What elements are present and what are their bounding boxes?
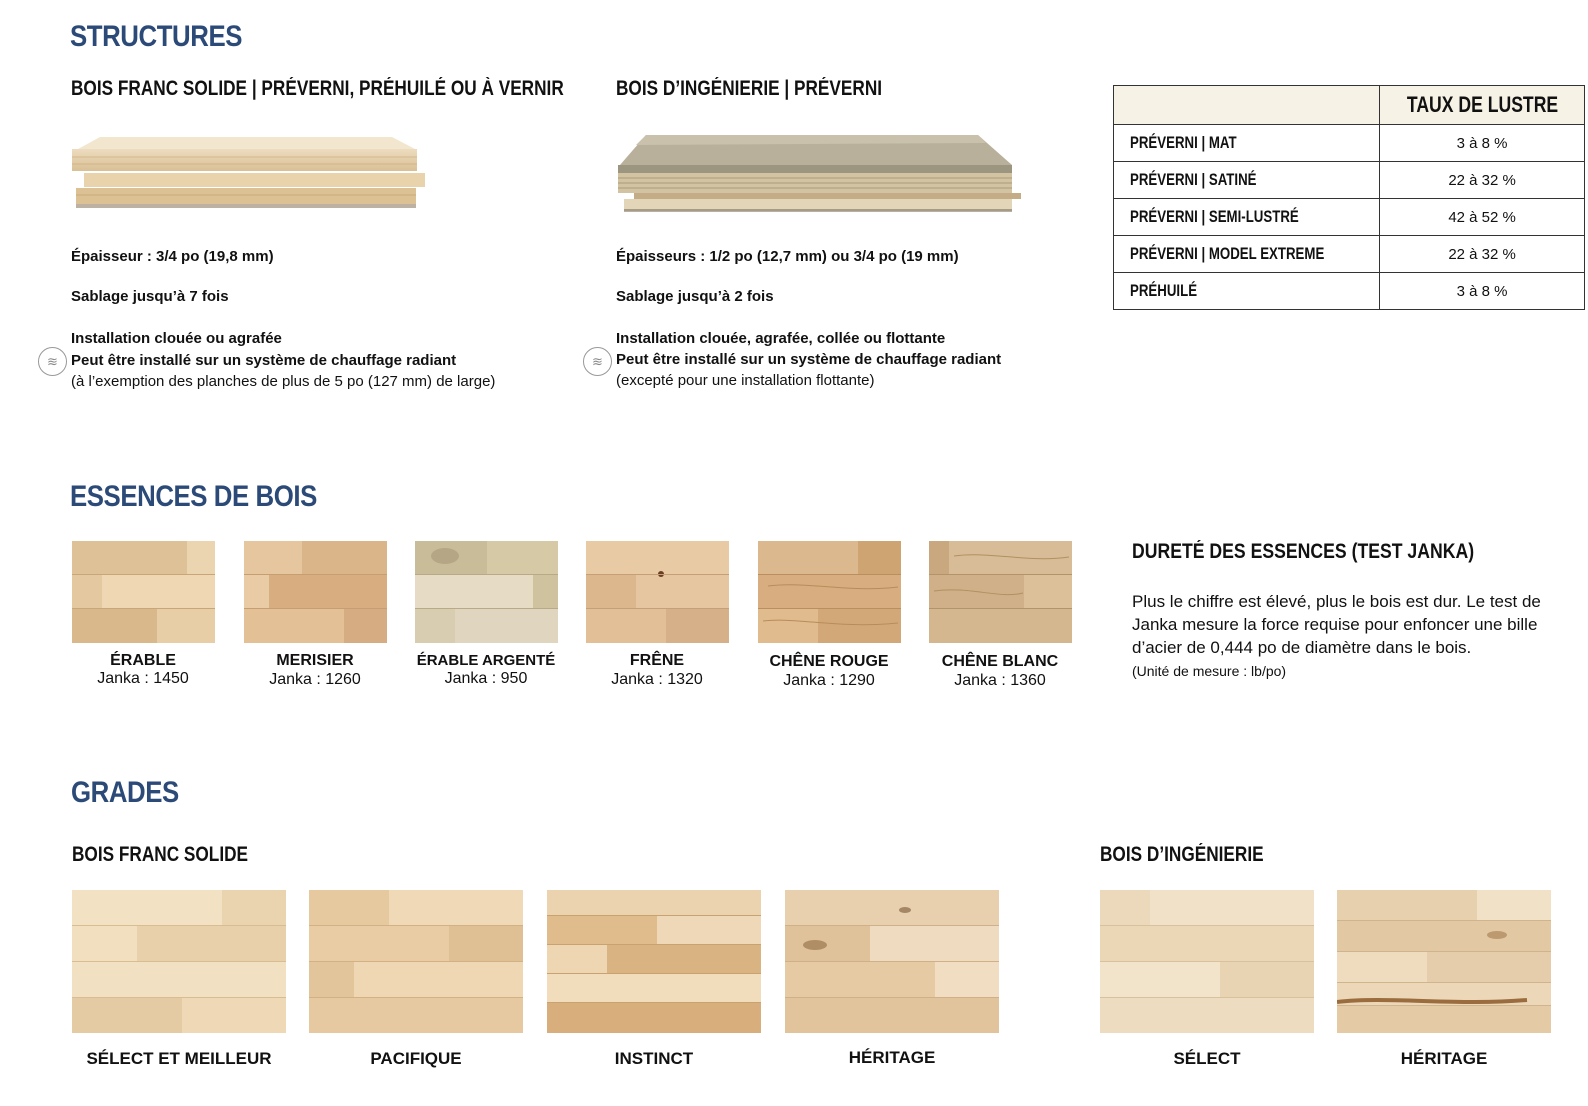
grade-image-heritage xyxy=(785,890,999,1033)
lustre-row xyxy=(1114,125,1585,162)
lustre-value: 22 à 32 % xyxy=(1380,236,1585,273)
lustre-table xyxy=(1113,85,1585,310)
solid-radiant: Peut être installé sur un système de chauffage radiant xyxy=(71,352,457,369)
solid-plank-illustration xyxy=(70,135,425,217)
lustre-label: PRÉVERNI | SATINÉ xyxy=(1114,162,1380,199)
species-janka: Janka : 1290 xyxy=(783,672,875,689)
engineered-radiant-note: (excepté pour une installation flottante) xyxy=(616,372,875,389)
lustre-row xyxy=(1114,273,1585,310)
species-name: ÉRABLE xyxy=(110,652,176,669)
engineered-sanding: Sablage jusqu’à 2 fois xyxy=(616,288,774,305)
species-name: CHÊNE ROUGE xyxy=(769,653,889,670)
species-title: ESSENCES DE BOIS xyxy=(70,480,317,513)
species-name: FRÊNE xyxy=(629,652,685,669)
solid-thickness: Épaisseur : 3/4 po (19,8 mm) xyxy=(71,248,274,265)
grade-label: PACIFIQUE xyxy=(370,1049,462,1068)
species-swatch-chene-rouge xyxy=(758,541,901,643)
grades-title: GRADES xyxy=(71,776,179,809)
species-janka: Janka : 1260 xyxy=(269,671,361,688)
janka-unit: (Unité de mesure : lb/po) xyxy=(1132,663,1287,679)
engineered-install: Installation clouée, agrafée, collée ou flottante xyxy=(616,330,946,347)
engineered-wood-title: BOIS D’INGÉNIERIE | PRÉVERNI xyxy=(616,77,883,100)
lustre-label: PRÉVERNI | MAT xyxy=(1114,125,1380,162)
lustre-label: PRÉHUILÉ xyxy=(1114,273,1380,310)
lustre-value: 22 à 32 % xyxy=(1380,162,1585,199)
engineered-plank-illustration xyxy=(616,133,1021,218)
lustre-row xyxy=(1114,162,1585,199)
lustre-value: 3 à 8 % xyxy=(1380,125,1585,162)
species-janka: Janka : 1320 xyxy=(611,671,703,688)
species-name: ÉRABLE ARGENTÉ xyxy=(416,652,556,669)
janka-description: Plus le chiffre est élevé, plus le bois est dur. Le test de Janka mesure la force requise pour enfoncer une bille d’acier de 0,444 po de diamètre dans le bois. xyxy=(1132,592,1541,657)
grade-label: SÉLECT xyxy=(1173,1049,1241,1068)
grades-solid-title: BOIS FRANC SOLIDE xyxy=(72,843,249,866)
grade-label: SÉLECT ET MEILLEUR xyxy=(86,1049,272,1068)
lustre-value: 42 à 52 % xyxy=(1380,199,1585,236)
grade-image-eng-select xyxy=(1100,890,1314,1033)
solid-wood-title: BOIS FRANC SOLIDE | PRÉVERNI, PRÉHUILÉ OU À VERNIR xyxy=(71,77,564,100)
species-janka: Janka : 1360 xyxy=(954,672,1046,689)
engineered-radiant: Peut être installé sur un système de chauffage radiant xyxy=(616,351,1002,368)
engineered-thickness: Épaisseurs : 1/2 po (12,7 mm) ou 3/4 po (19 mm) xyxy=(616,248,959,265)
lustre-row xyxy=(1114,199,1585,236)
structures-title: STRUCTURES xyxy=(70,20,243,53)
species-swatch-chene-blanc xyxy=(929,541,1072,643)
species-name: MERISIER xyxy=(276,652,354,669)
lustre-label: PRÉVERNI | MODEL EXTREME xyxy=(1114,236,1380,273)
solid-radiant-note: (à l’exemption des planches de plus de 5 po (127 mm) de large) xyxy=(71,373,496,390)
species-swatch-erable-argente xyxy=(415,541,558,643)
grades-engineered-title: BOIS D’INGÉNIERIE xyxy=(1100,843,1264,866)
grade-image-pacifique xyxy=(309,890,523,1033)
lustre-header-row xyxy=(1114,86,1585,125)
lustre-value: 3 à 8 % xyxy=(1380,273,1585,310)
grade-image-eng-heritage xyxy=(1337,890,1551,1033)
grade-label: INSTINCT xyxy=(614,1049,694,1068)
grade-image-instinct xyxy=(547,890,761,1033)
solid-sanding: Sablage jusqu’à 7 fois xyxy=(71,288,229,305)
radiant-heat-icon: ≋ xyxy=(583,347,612,376)
species-janka: Janka : 950 xyxy=(444,670,528,687)
species-swatch-frene xyxy=(586,541,729,643)
species-janka: Janka : 1450 xyxy=(97,670,189,687)
grade-image-select-meilleur xyxy=(72,890,286,1033)
lustre-label: PRÉVERNI | SEMI-LUSTRÉ xyxy=(1114,199,1380,236)
lustre-header-empty xyxy=(1114,86,1380,125)
solid-install: Installation clouée ou agrafée xyxy=(71,330,282,347)
grade-label: HÉRITAGE xyxy=(1400,1049,1488,1068)
janka-title: DURETÉ DES ESSENCES (TEST JANKA) xyxy=(1132,540,1475,563)
species-swatch-merisier xyxy=(244,541,387,643)
species-swatch-erable xyxy=(72,541,215,643)
radiant-heat-icon: ≋ xyxy=(38,347,67,376)
lustre-header: TAUX DE LUSTRE xyxy=(1380,86,1585,125)
lustre-row xyxy=(1114,236,1585,273)
grade-label: HÉRITAGE xyxy=(848,1048,936,1067)
species-name: CHÊNE BLANC xyxy=(941,653,1059,670)
